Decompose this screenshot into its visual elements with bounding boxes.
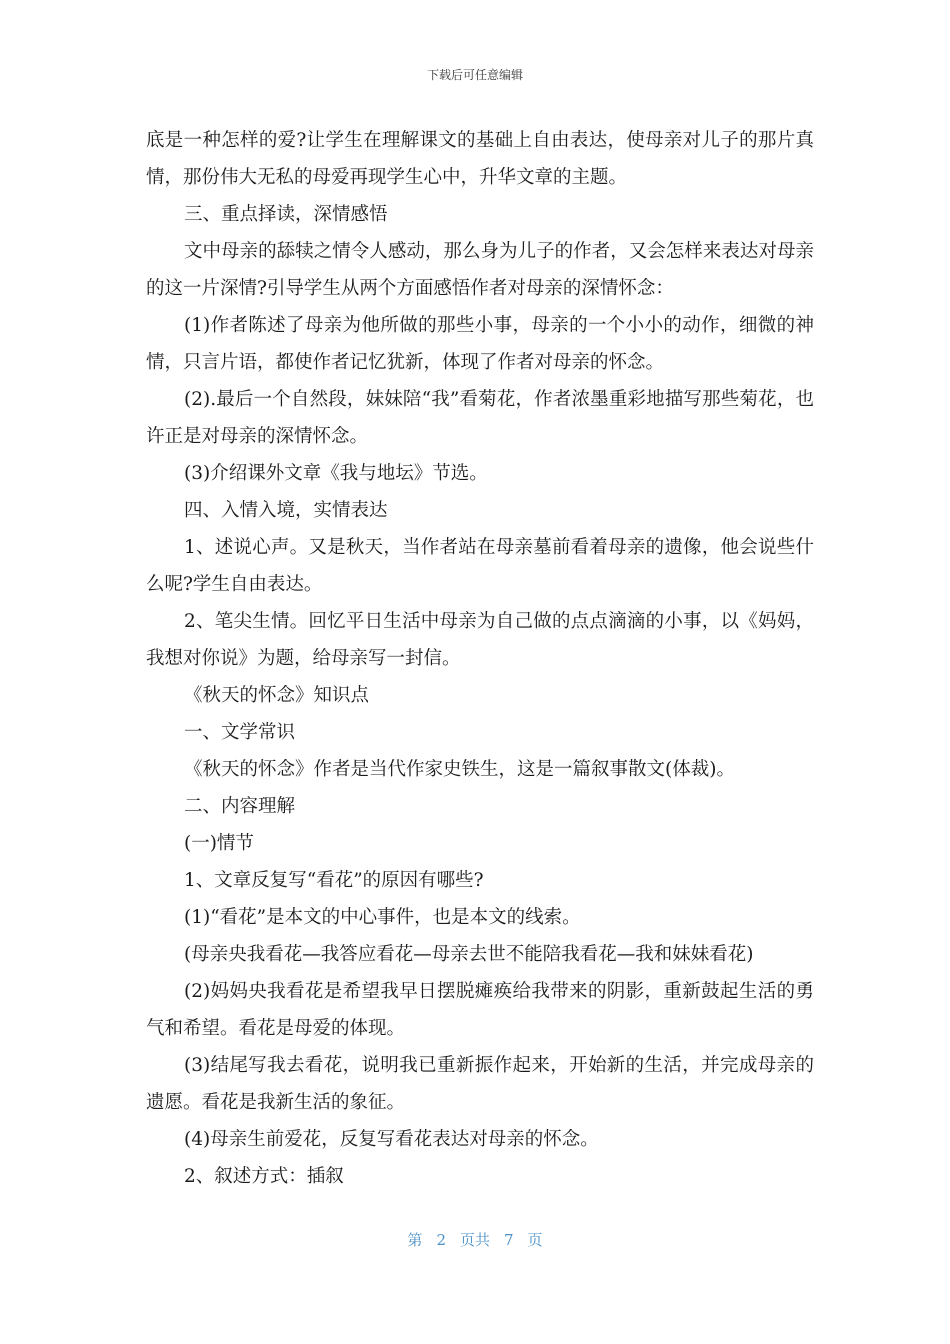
sub-heading: (一)情节 [184,833,254,854]
footer-total-pages: 7 [504,1231,514,1249]
footer-middle: 页共 [459,1231,490,1249]
paragraph: 2、叙述方式：插叙 [184,1166,344,1187]
paragraph: (3)结尾写我去看花，说明我已重新振作起来，开始新的生活，并完成母亲的遗愿。看花是我新生活的象征。 [146,1055,814,1113]
paragraph: (2).最后一个自然段，妹妹陪“我”看菊花，作者浓墨重彩地描写那些菊花，也许正是对母亲的深情怀念。 [146,389,814,447]
section-heading: 一、文学常识 [184,722,296,743]
footer-prefix: 第 [407,1231,423,1249]
paragraph: (4)母亲生前爱花，反复写看花表达对母亲的怀念。 [184,1129,599,1150]
paragraph: 《秋天的怀念》作者是当代作家史铁生，这是一篇叙事散文(体裁)。 [184,759,735,780]
document-body [146,122,814,1195]
footer-page-number: 2 [436,1231,446,1249]
paragraph: 2、笔尖生情。回忆平日生活中母亲为自己做的点点滴滴的小事，以《妈妈，我想对你说》为题，给母亲写一封信。 [146,611,814,669]
paragraph: (母亲央我看花—我答应看花—母亲去世不能陪我看花—我和妹妹看花) [184,944,754,965]
section-heading: 四、入情入境，实情表达 [184,500,388,521]
paragraph: 1、文章反复写“看花”的原因有哪些? [184,870,484,891]
paragraph: (2)妈妈央我看花是希望我早日摆脱瘫痪给我带来的阴影，重新鼓起生活的勇气和希望。看花是母爱的体现。 [146,981,814,1039]
paragraph: (3)介绍课外文章《我与地坛》节选。 [184,463,488,484]
page-footer [0,1229,950,1250]
paragraph: 1、述说心声。又是秋天，当作者站在母亲墓前看着母亲的遗像，他会说些什么呢?学生自由表达。 [146,537,814,595]
paragraph: (1)“看花”是本文的中心事件，也是本文的线索。 [184,907,581,928]
paragraph: (1)作者陈述了母亲为他所做的那些小事，母亲的一个小小的动作，细微的神情，只言片语，都使作者记忆犹新，体现了作者对母亲的怀念。 [146,315,814,373]
section-heading: 二、内容理解 [184,796,296,817]
section-heading: 三、重点择读，深情感悟 [184,204,388,225]
paragraph: 底是一种怎样的爱?让学生在理解课文的基础上自由表达，使母亲对儿子的那片真情，那份伟大无私的母爱再现学生心中，升华文章的主题。 [146,130,814,188]
paragraph: 文中母亲的舔犊之情令人感动，那么身为儿子的作者，又会怎样来表达对母亲的这一片深情?引导学生从两个方面感悟作者对母亲的深情怀念： [146,241,814,299]
page-header: 下载后可任意编辑 [426,68,523,82]
section-heading: 《秋天的怀念》知识点 [184,685,370,706]
footer-suffix: 页 [527,1231,543,1249]
